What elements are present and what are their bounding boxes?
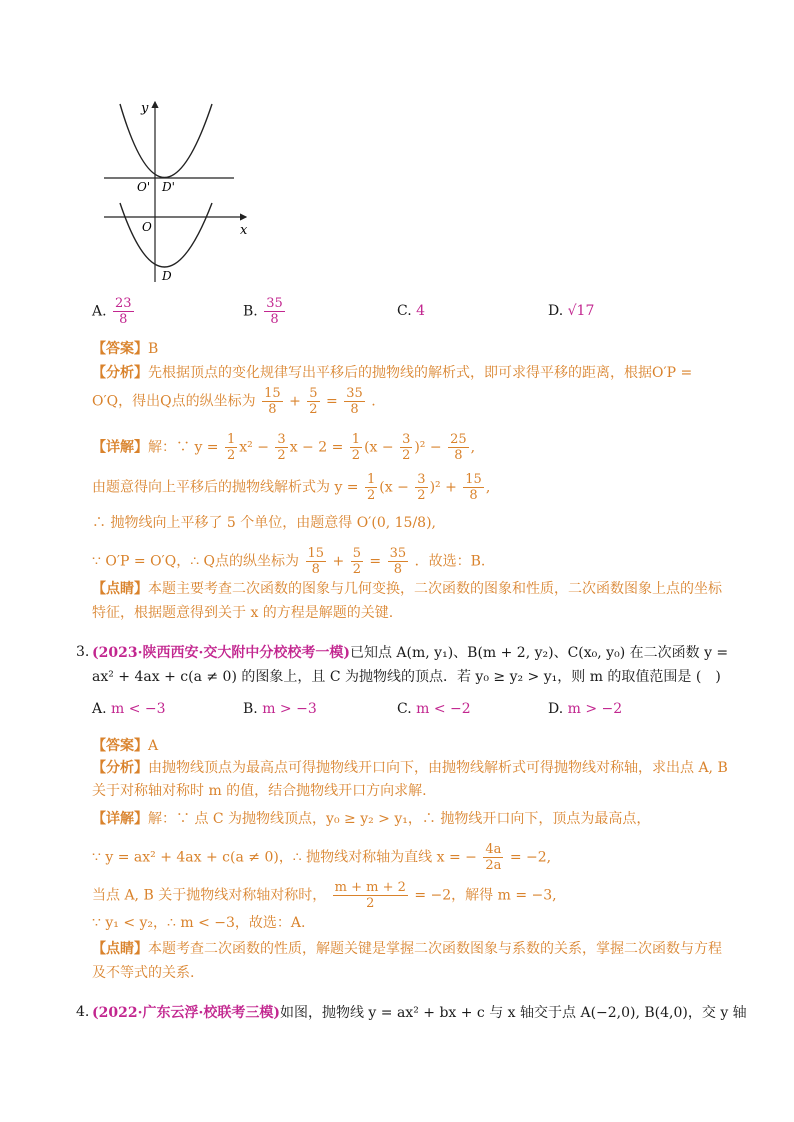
q3-stem-2: ax² + 4ax + c(a ≠ 0) 的图象上，且 C 为抛物线的顶点．若 y₀ ≥ y₂ > y₁，则 m 的取值范围是 ( )	[92, 669, 721, 685]
q2-detail-1: 【详解】解：∵ y = $\frac{1}{2}$ x² − $\frac{3}{2}$ x − 2 = $\frac{1}{2}$ (x − $\frac{3}{2}$ )² − $\frac{25}{8}$ ,	[92, 432, 476, 463]
q3-option-d[interactable]: D. m > −2	[548, 701, 623, 717]
q2-analysis-1: 【分析】先根据顶点的变化规律写出平移后的抛物线的解析式，即可求得平移的距离，根据O′P =	[92, 365, 693, 381]
q3-detail-1: 【详解】解：∵ 点 C 为抛物线顶点，y₀ ≥ y₂ > y₁，∴ 抛物线开口向下，顶点为最高点，	[92, 811, 651, 827]
axis-label-y: y	[141, 101, 149, 116]
q3-point-2: 及不等式的关系.	[92, 965, 195, 981]
q3-number: 3.	[76, 644, 90, 660]
q2-option-a[interactable]: A. $\frac{23}{8}$	[92, 296, 132, 327]
original-parabola	[120, 203, 212, 267]
q3-answer: 【答案】A	[92, 738, 159, 754]
q3-detail-3: 当点 A, B 关于抛物线对称轴对称时， $\frac{m + m + 2}{2}$ = −2，解得 m = −3,	[92, 880, 557, 911]
q4-number: 4.	[76, 1004, 90, 1020]
q2-detail-2: 由题意得向上平移后的抛物线解析式为 y = $\frac{1}{2}$ (x − $\frac{3}{2}$ )² + $\frac{15}{8}$ ,	[92, 472, 491, 503]
q3-stem-1: (2023·陕西西安·交大附中分校校考一模)已知点 A(m, y₁)、B(m + 2, y₂)、C(x₀, y₀) 在二次函数 y =	[92, 645, 729, 661]
q3-point-1: 【点睛】本题考查二次函数的性质，解题关键是掌握二次函数图象与系数的关系，掌握二次函数与方程	[92, 941, 722, 957]
label-D: D	[162, 269, 172, 283]
q2-detail-4: ∵ O′P = O′Q，∴ Q点的纵坐标为 $\frac{15}{8}$ + $\frac{5}{2}$ = $\frac{35}{8}$ ．故选：B.	[92, 546, 486, 577]
q3-option-c[interactable]: C. m < −2	[397, 701, 471, 717]
parabola-figure	[100, 96, 250, 286]
shifted-parabola	[120, 104, 212, 178]
q3-analysis-1: 【分析】由抛物线顶点为最高点可得抛物线开口向下，由抛物线解析式可得抛物线对称轴，求出点 A, B	[92, 760, 728, 776]
q3-option-b[interactable]: B. m > −3	[243, 701, 317, 717]
axis-label-x: x	[240, 223, 248, 238]
q2-analysis-2: O′Q，得出Q点的纵坐标为 $\frac{15}{8}$ + $\frac{5}{2}$ = $\frac{35}{8}$ .	[92, 386, 376, 417]
q3-option-a[interactable]: A. m < −3	[92, 701, 166, 717]
q2-answer: 【答案】B	[92, 341, 159, 357]
q2-detail-3: ∴ 抛物线向上平移了 5 个单位，由题意得 O′(0, 15/8),	[92, 515, 436, 531]
q2-option-d[interactable]: D. √17	[548, 303, 595, 319]
q3-detail-2: ∵ y = ax² + 4ax + c(a ≠ 0)，∴ 抛物线对称轴为直线 x = − $\frac{4a}{2a}$ = −2,	[92, 842, 552, 873]
q2-option-b[interactable]: B. $\frac{35}{8}$	[243, 296, 283, 327]
label-O-prime: O'	[137, 180, 151, 194]
q4-stem-1: (2022·广东云浮·校联考三模)如图，抛物线 y = ax² + bx + c 与 x 轴交于点 A(−2,0), B(4,0)，交 y 轴	[92, 1005, 747, 1021]
q3-analysis-2: 关于对称轴对称时 m 的值，结合抛物线开口方向求解.	[92, 783, 427, 799]
q2-point-2: 特征，根据题意得到关于 x 的方程是解题的关键.	[92, 605, 394, 621]
q3-detail-4: ∵ y₁ < y₂，∴ m < −3，故选：A.	[92, 915, 306, 931]
label-O: O	[142, 220, 152, 234]
q2-point-1: 【点睛】本题主要考查二次函数的图象与几何变换，二次函数的图象和性质，二次函数图象上点的坐标	[92, 581, 722, 597]
label-D-prime: D'	[162, 180, 175, 194]
q2-option-c[interactable]: C. 4	[397, 303, 426, 319]
